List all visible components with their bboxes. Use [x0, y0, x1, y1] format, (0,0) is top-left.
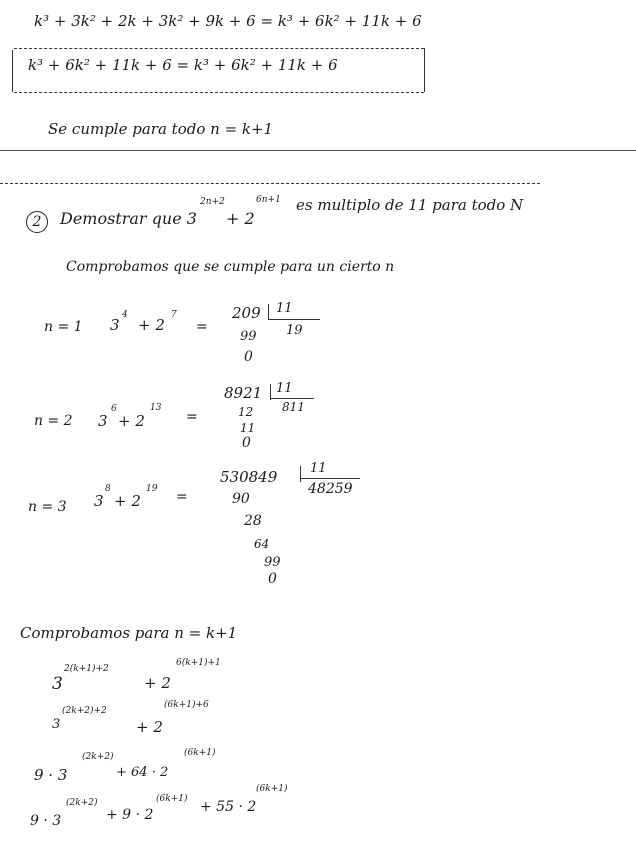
induction-l1-plus: + 2 [144, 674, 171, 692]
case-2-exp-b: 13 [150, 403, 162, 413]
case-1-divisor-line [268, 319, 320, 320]
case-1-rem-1: 99 [240, 329, 257, 344]
case-3-exp-a: 8 [105, 484, 111, 494]
induction-l4-a: 9 · 3 [30, 813, 62, 829]
case-3-plus: + 2 [114, 492, 141, 510]
problem-number: 2 [32, 214, 42, 230]
case-2-rem-2: 11 [240, 421, 256, 435]
case-2-n: n = 2 [34, 413, 73, 429]
problem-plus-two: + 2 [226, 209, 255, 228]
case-3-rem-2: 28 [244, 513, 262, 529]
case-2-rem-1: 12 [238, 405, 254, 419]
induction-title: Comprobamos para n = k+1 [20, 624, 238, 642]
induction-l3-a: 9 · 3 [34, 766, 68, 784]
case-1-exp-a: 4 [122, 310, 128, 320]
induction-l3-exp: (2k+2) [82, 752, 114, 762]
case-1-plus: + 2 [138, 316, 165, 334]
case-3-rem-3: 64 [254, 537, 270, 551]
case-2-base: 3 [98, 412, 108, 430]
case-1-eq: = [196, 319, 208, 335]
separator-dashed [0, 183, 540, 184]
case-1-dividend: 209 [232, 304, 261, 322]
induction-l1-exp2: 6(k+1)+1 [176, 658, 221, 668]
equation-line-1: k³ + 3k² + 2k + 3k² + 9k + 6 = k³ + 6k² + 11k + 6 [34, 12, 422, 30]
problem-number-circle [26, 211, 48, 233]
case-1-base: 3 [110, 316, 120, 334]
case-2-rem-3: 0 [242, 435, 251, 451]
problem-exponent-1: 2n+2 [200, 197, 225, 207]
case-2-divisor: 11 [276, 381, 293, 396]
case-3-dividend: 530849 [220, 468, 278, 486]
case-3-rem-5: 0 [268, 571, 277, 587]
case-1-divisor: 11 [276, 301, 293, 316]
case-3-eq: = [176, 489, 188, 505]
case-1-division-bracket [268, 304, 269, 320]
induction-l4-exp2: (6k+1) [156, 794, 188, 804]
induction-l2-exp2: (6k+1)+6 [164, 700, 209, 710]
problem-exponent-2: 6n+1 [256, 195, 281, 205]
induction-l3-exp2: (6k+1) [184, 748, 216, 758]
boxed-equation: k³ + 6k² + 11k + 6 = k³ + 6k² + 11k + 6 [28, 56, 338, 74]
box-bottom-border [14, 92, 424, 93]
case-3-rem-1: 90 [232, 491, 250, 507]
problem-statement: Demostrar que 3 [60, 209, 197, 228]
separator-solid [0, 150, 636, 151]
induction-l4-plus2: + 55 · 2 [200, 799, 257, 815]
case-2-dividend: 8921 [224, 384, 263, 402]
box-right-border [424, 48, 425, 92]
cumple-statement: Se cumple para todo n = k+1 [48, 120, 274, 138]
induction-l4-plus: + 9 · 2 [106, 807, 154, 823]
case-3-exp-b: 19 [146, 484, 158, 494]
induction-l4-exp3: (6k+1) [256, 784, 288, 794]
box-left-border [12, 50, 13, 92]
induction-l3-plus: + 64 · 2 [116, 765, 169, 780]
case-1-rem-2: 0 [244, 349, 253, 365]
case-3-base: 3 [94, 492, 104, 510]
case-2-eq: = [186, 409, 198, 425]
induction-l1-exp: 2(k+1)+2 [64, 664, 109, 674]
case-3-divisor-line [300, 478, 360, 479]
case-3-n: n = 3 [28, 499, 67, 515]
case-2-exp-a: 6 [111, 404, 117, 414]
case-1-n: n = 1 [44, 319, 83, 335]
induction-l1-base: 3 [52, 674, 63, 694]
case-3-divisor: 11 [310, 461, 327, 476]
problem-rest: es multiplo de 11 para todo N [296, 196, 524, 214]
case-1-exp-b: 7 [171, 310, 177, 320]
check-intro: Comprobamos que se cumple para un cierto n [66, 259, 395, 275]
case-2-divisor-line [270, 398, 314, 399]
case-2-quotient: 811 [282, 400, 305, 414]
case-2-plus: + 2 [118, 412, 145, 430]
case-1-quotient: 19 [286, 323, 303, 338]
induction-l2-plus: + 2 [136, 718, 163, 736]
induction-l2-exp: (2k+2)+2 [62, 706, 107, 716]
case-3-rem-4: 99 [264, 555, 281, 570]
box-top-border [14, 48, 424, 49]
induction-l2-base: 3 [52, 717, 61, 732]
case-3-quotient: 48259 [308, 481, 353, 497]
induction-l4-exp: (2k+2) [66, 798, 98, 808]
case-3-division-bracket [300, 466, 301, 482]
